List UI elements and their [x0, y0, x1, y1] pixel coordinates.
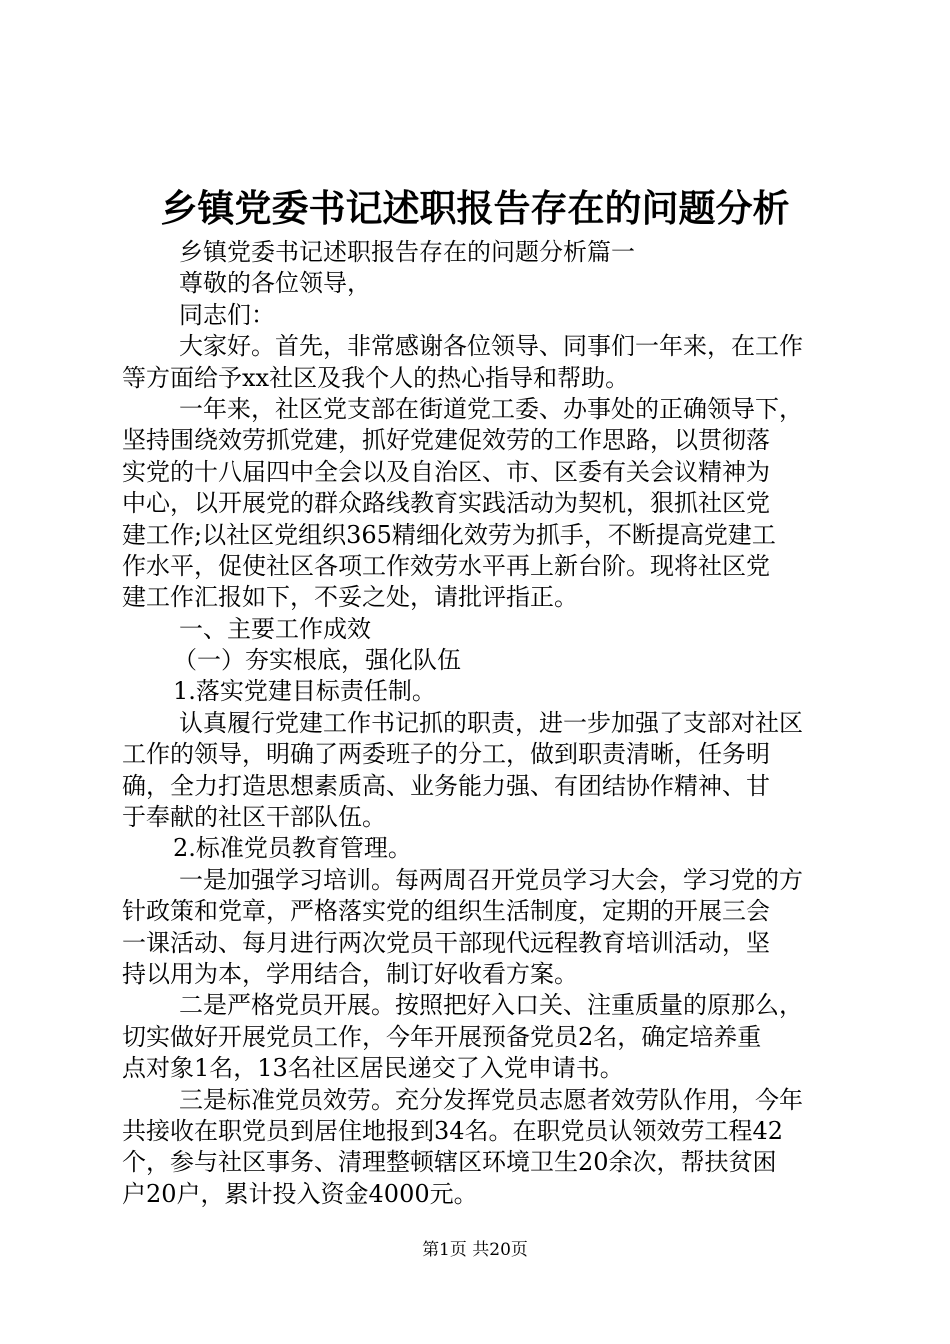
paragraph-line: 中心，以开展党的群众路线教育实践活动为契机，狠抓社区党 [122, 489, 770, 518]
paragraph-line: 持以用为本，学用结合，制订好收看方案。 [122, 959, 578, 988]
paragraph-line: 大家好。首先，非常感谢各位领导、同事们一年来，在工作 [179, 332, 803, 361]
document-title: 乡镇党委书记述职报告存在的问题分析 [160, 186, 790, 230]
paragraph-line: 三是标准党员效劳。充分发挥党员志愿者效劳队作用，今年 [179, 1085, 803, 1114]
paragraph-line: 共接收在职党员到居住地报到34名。在职党员认领效劳工程42 [122, 1116, 784, 1145]
paragraph-line: 切实做好开展党员工作，今年开展预备党员2名，确定培养重 [122, 1022, 762, 1051]
paragraph-line: 作水平，促使社区各项工作效劳水平再上新台阶。现将社区党 [122, 551, 770, 580]
section-heading: 一、主要工作成效 [179, 614, 371, 643]
paragraph-line: 建工作汇报如下，不妥之处，请批评指正。 [122, 583, 578, 612]
paragraph-line: 坚持围绕效劳抓党建，抓好党建促效劳的工作思路，以贯彻落 [122, 426, 770, 455]
paragraph-line: 一课活动、每月进行两次党员干部现代远程教育培训活动，坚 [122, 928, 770, 957]
greeting-line: 同志们： [179, 300, 275, 329]
paragraph-line: 户20户，累计投入资金4000元。 [122, 1179, 478, 1208]
greeting-line: 尊敬的各位领导， [179, 269, 371, 298]
paragraph-line: 个，参与社区事务、清理整顿辖区环境卫生20余次，帮扶贫困 [122, 1148, 777, 1177]
subtitle-line: 乡镇党委书记述职报告存在的问题分析篇一 [179, 238, 635, 266]
paragraph-line: 一是加强学习培训。每两周召开党员学习大会，学习党的方 [179, 865, 803, 894]
document-body [122, 237, 834, 1210]
paragraph-line: 二是严格党员开展。按照把好入口关、注重质量的原那么， [179, 991, 803, 1020]
paragraph-line: 一年来，社区党支部在街道党工委、办事处的正确领导下， [179, 394, 803, 423]
paragraph-line: 认真履行党建工作书记抓的职责，进一步加强了支部对社区 [179, 708, 803, 737]
paragraph-line: 工作的领导，明确了两委班子的分工，做到职责清晰，任务明 [122, 740, 770, 769]
paragraph-line: 针政策和党章，严格落实党的组织生活制度，定期的开展三会 [122, 897, 770, 926]
paragraph-line: 于奉献的社区干部队伍。 [122, 803, 386, 832]
paragraph-line: 建工作;以社区党组织365精细化效劳为抓手，不断提高党建工 [122, 520, 776, 549]
subsection-heading: （一）夯实根底，强化队伍 [173, 646, 461, 675]
item-heading: 1.落实党建目标责任制。 [173, 677, 436, 706]
paragraph-line: 实党的十八届四中全会以及自治区、市、区委有关会议精神为 [122, 457, 770, 486]
paragraph-line: 点对象1名，13名社区居民递交了入党申请书。 [122, 1054, 624, 1083]
page-number-footer: 第1页 共20页 [422, 1240, 528, 1260]
paragraph-line: 确，全力打造思想素质高、业务能力强、有团结协作精神、甘 [122, 771, 770, 800]
paragraph-line: 等方面给予xx社区及我个人的热心指导和帮助。 [122, 363, 630, 392]
item-heading: 2.标准党员教育管理。 [173, 834, 412, 863]
